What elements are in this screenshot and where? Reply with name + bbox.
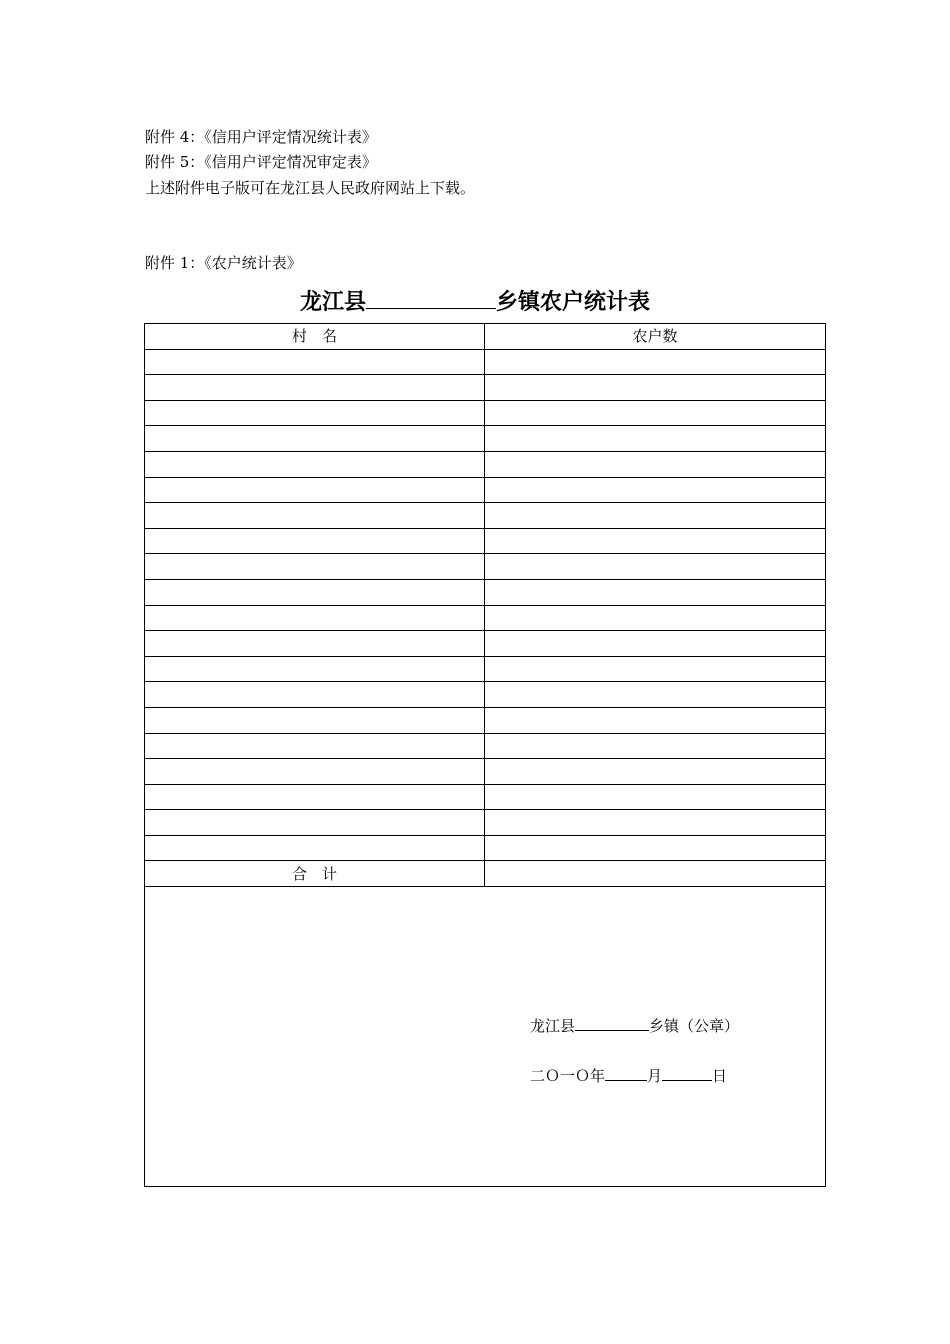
household-count-cell[interactable] — [485, 835, 826, 861]
seal-line — [530, 1014, 739, 1036]
date-year: 二Ｏ一Ｏ年 — [530, 1067, 606, 1086]
table-row — [145, 656, 826, 682]
household-count-cell[interactable] — [485, 503, 826, 529]
table-row — [145, 835, 826, 861]
village-name-cell[interactable] — [145, 631, 485, 657]
table-row — [145, 579, 826, 605]
village-name-cell[interactable] — [145, 605, 485, 631]
attachment-5-line: 附件 5：《信用户评定情况审定表》 — [145, 153, 377, 171]
seal-township-blank — [575, 1014, 649, 1031]
household-count-cell[interactable] — [485, 477, 826, 503]
village-name-cell[interactable] — [145, 349, 485, 375]
download-note: 上述附件电子版可在龙江县人民政府网站上下载。 — [145, 179, 476, 197]
household-count-cell[interactable] — [485, 733, 826, 759]
notes-row — [145, 887, 826, 1187]
table-row — [145, 477, 826, 503]
table-row — [145, 426, 826, 452]
village-name-cell[interactable] — [145, 784, 485, 810]
table-row — [145, 733, 826, 759]
village-name-cell[interactable] — [145, 375, 485, 401]
table-row — [145, 605, 826, 631]
form-title — [0, 284, 950, 319]
date-line — [530, 1064, 727, 1086]
village-name-cell[interactable] — [145, 579, 485, 605]
date-day: 日 — [712, 1067, 728, 1086]
month-blank — [605, 1064, 647, 1081]
title-prefix: 龙江县 — [299, 290, 366, 315]
household-table — [144, 323, 826, 1187]
village-name-cell[interactable] — [145, 503, 485, 529]
household-count-cell[interactable] — [485, 682, 826, 708]
household-count-cell[interactable] — [485, 759, 826, 785]
table-row — [145, 784, 826, 810]
table-row — [145, 400, 826, 426]
table-row — [145, 759, 826, 785]
village-name-cell[interactable] — [145, 400, 485, 426]
village-name-cell[interactable] — [145, 656, 485, 682]
total-row — [145, 861, 826, 887]
date-month: 月 — [647, 1067, 663, 1086]
table-row — [145, 631, 826, 657]
table-row — [145, 810, 826, 836]
village-name-cell[interactable] — [145, 554, 485, 580]
village-name-cell[interactable] — [145, 733, 485, 759]
table-row — [145, 503, 826, 529]
seal-town-label: 乡镇（公章） — [649, 1017, 740, 1036]
table-row — [145, 528, 826, 554]
household-count-cell[interactable] — [485, 451, 826, 477]
table-row — [145, 707, 826, 733]
table-row — [145, 349, 826, 375]
village-name-cell[interactable] — [145, 835, 485, 861]
household-count-cell[interactable] — [485, 375, 826, 401]
household-count-cell[interactable] — [485, 400, 826, 426]
table-header-row — [145, 324, 826, 350]
village-name-cell[interactable] — [145, 810, 485, 836]
village-name-cell[interactable] — [145, 477, 485, 503]
household-count-cell[interactable] — [485, 707, 826, 733]
household-count-cell[interactable] — [485, 349, 826, 375]
household-count-cell[interactable] — [485, 554, 826, 580]
household-count-cell[interactable] — [485, 605, 826, 631]
seal-county: 龙江县 — [530, 1017, 576, 1036]
village-name-cell[interactable] — [145, 759, 485, 785]
title-suffix: 乡镇农户统计表 — [496, 290, 651, 315]
table-row — [145, 451, 826, 477]
household-count-cell[interactable] — [485, 784, 826, 810]
household-count-cell[interactable] — [485, 656, 826, 682]
village-name-cell[interactable] — [145, 426, 485, 452]
village-name-cell[interactable] — [145, 682, 485, 708]
signature-area — [145, 887, 826, 1187]
household-count-cell[interactable] — [485, 810, 826, 836]
attachment-4-line: 附件 4：《信用户评定情况统计表》 — [145, 128, 377, 146]
township-blank — [366, 284, 496, 309]
village-name-cell[interactable] — [145, 528, 485, 554]
village-name-cell[interactable] — [145, 451, 485, 477]
attachment-1-label: 附件 1：《农户统计表》 — [145, 254, 302, 272]
header-village-name: 村 名 — [145, 324, 485, 350]
header-household-count: 农户数 — [485, 324, 826, 350]
household-count-cell[interactable] — [485, 579, 826, 605]
household-count-cell[interactable] — [485, 426, 826, 452]
village-name-cell[interactable] — [145, 707, 485, 733]
table-row — [145, 375, 826, 401]
household-count-cell[interactable] — [485, 631, 826, 657]
total-label: 合 计 — [145, 861, 485, 887]
table-row — [145, 554, 826, 580]
household-count-cell[interactable] — [485, 528, 826, 554]
total-value-cell[interactable] — [485, 861, 826, 887]
day-blank — [662, 1064, 712, 1081]
table-row — [145, 682, 826, 708]
